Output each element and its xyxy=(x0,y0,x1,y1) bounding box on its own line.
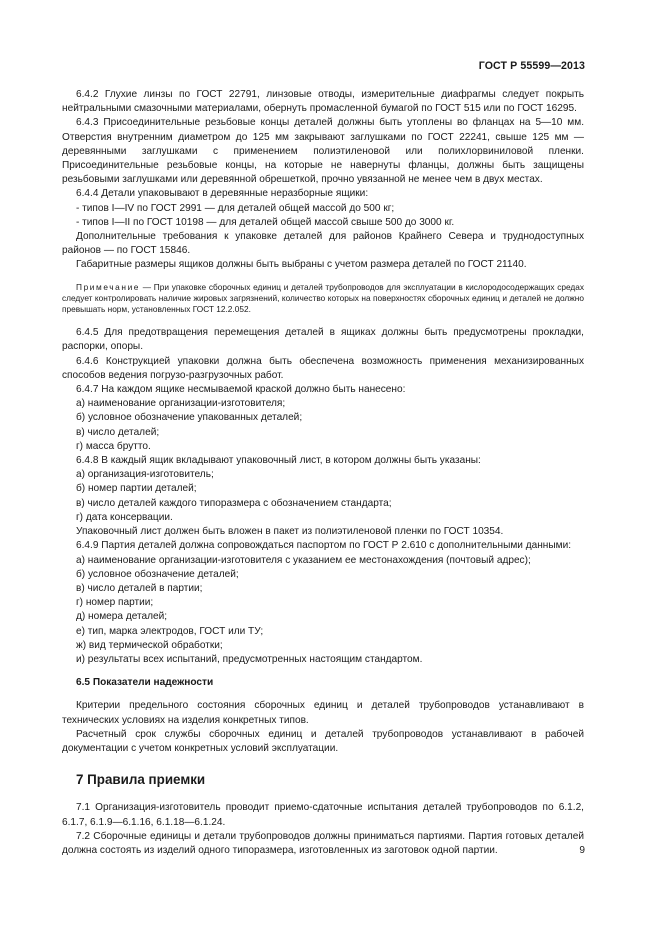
note-text: — При упаковке сборочных единиц и деталей трубопроводов для эксплуатации в кислородосодержащих средах следует контролировать наличие жировых загрязнений, количество которых на поверхностях сборочных единиц и деталей не должно превышать норм, установленных ГОСТ 12.2.052. xyxy=(62,281,584,315)
list-item: и) результаты всех испытаний, предусмотренных настоящим стандартом. xyxy=(76,653,423,665)
body-paragraph: Дополнительные требования к упаковке деталей для районов Крайнего Севера и труднодоступных районов — по ГОСТ 15846. xyxy=(62,231,584,257)
section-heading: 7 Правила приемки xyxy=(76,772,206,788)
list-item: ж) вид термической обработки; xyxy=(76,639,223,651)
body-paragraph: 7.2 Сборочные единицы и детали трубопроводов должны приниматься партиями. Партия готовых деталей должна состоять из изделий одного типоразмера, изготовленных из заготовок одной партии. xyxy=(62,830,584,856)
body-paragraph: 6.4.9 Партия деталей должна сопровождаться паспортом по ГОСТ Р 2.610 с дополнительными данными: xyxy=(76,540,572,552)
document-code-header: ГОСТ Р 55599—2013 xyxy=(478,60,585,72)
body-paragraph: Упаковочный лист должен быть вложен в пакет из полиэтиленовой пленки по ГОСТ 10354. xyxy=(76,526,504,538)
list-item: в) число деталей; xyxy=(76,426,160,438)
body-paragraph: 6.4.5 Для предотвращения перемещения деталей в ящиках должны быть предусмотрены прокладки, распорки, опоры. xyxy=(62,327,584,353)
body-paragraph: Габаритные размеры ящиков должны быть выбраны с учетом размера деталей по ГОСТ 21140. xyxy=(76,259,527,271)
list-item: а) наименование организации-изготовителя с указанием ее местонахождения (почтовый адрес); xyxy=(76,554,531,566)
body-paragraph: 6.4.3 Присоединительные резьбовые концы деталей должны быть утоплены во фланцах на 5—10 мм. Отверстия внутренним диаметром до 125 мм закрывают заглушками по ГОСТ 22241, свыше 125 мм — деревянными заглушками с применением полиэтиленовой или полихлорвиниловой пленки. Присоединительные резьбовые концы, на которые не навернуты фланцы, должны быть защищены резьбовыми заглушками или деревянной обрешеткой, прочно увязанной не менее чем в двух местах. xyxy=(62,117,584,186)
list-item: б) условное обозначение упакованных деталей; xyxy=(76,412,303,424)
body-paragraph: 7.1 Организация-изготовитель проводит приемо-сдаточные испытания деталей трубопроводов по 6.1.2, 6.1.7, 6.1.9—6.1.16, 6.1.18—6.1.24. xyxy=(62,802,584,828)
list-item: б) номер партии деталей; xyxy=(76,483,197,495)
list-item: а) наименование организации-изготовителя; xyxy=(76,398,286,410)
body-paragraph: 6.4.6 Конструкцией упаковки должна быть обеспечена возможность применения механизированных способов ведения погрузо-разгрузочных работ. xyxy=(62,355,584,381)
page-number: 9 xyxy=(579,845,585,856)
list-item: б) условное обозначение деталей; xyxy=(76,568,239,580)
document-body xyxy=(62,88,584,858)
body-paragraph: 6.4.8 В каждый ящик вкладывают упаковочный лист, в котором должны быть указаны: xyxy=(76,455,481,467)
list-item: а) организация-изготовитель; xyxy=(76,469,214,481)
body-paragraph: Расчетный срок службы сборочных единиц и деталей трубопроводов устанавливают в рабочей документации с учетом конкретных условий эксплуатации. xyxy=(62,728,584,754)
list-item: - типов I—II по ГОСТ 10198 — для деталей общей массой свыше 500 до 3000 кг. xyxy=(76,216,455,228)
list-item: г) номер партии; xyxy=(76,597,154,609)
note-label: Примечание xyxy=(76,281,141,292)
body-paragraph: 6.4.4 Детали упаковывают в деревянные неразборные ящики: xyxy=(76,188,369,200)
list-item: е) тип, марка электродов, ГОСТ или ТУ; xyxy=(76,625,264,637)
list-item: д) номера деталей; xyxy=(76,611,168,623)
body-paragraph: Критерии предельного состояния сборочных единиц и деталей трубопроводов устанавливают в технических условиях на изделия конкретных типов. xyxy=(62,700,584,726)
note-paragraph xyxy=(62,282,584,316)
body-paragraph: 6.4.7 На каждом ящике несмываемой краской должно быть нанесено: xyxy=(76,384,406,396)
list-item: - типов I—IV по ГОСТ 2991 — для деталей общей массой до 500 кг; xyxy=(76,202,395,214)
body-paragraph: 6.4.2 Глухие линзы по ГОСТ 22791, линзовые отводы, измерительные диафрагмы следует покрыть нейтральными смазочными материалами, обернуть промасленной бумагой по ГОСТ 515 или по ГОСТ 16295. xyxy=(62,89,584,115)
section-heading: 6.5 Показатели надежности xyxy=(76,677,214,689)
list-item: в) число деталей каждого типоразмера с обозначением стандарта; xyxy=(76,497,392,509)
list-item: г) масса брутто. xyxy=(76,440,151,452)
list-item: в) число деталей в партии; xyxy=(76,582,203,594)
list-item: г) дата консервации. xyxy=(76,511,173,523)
